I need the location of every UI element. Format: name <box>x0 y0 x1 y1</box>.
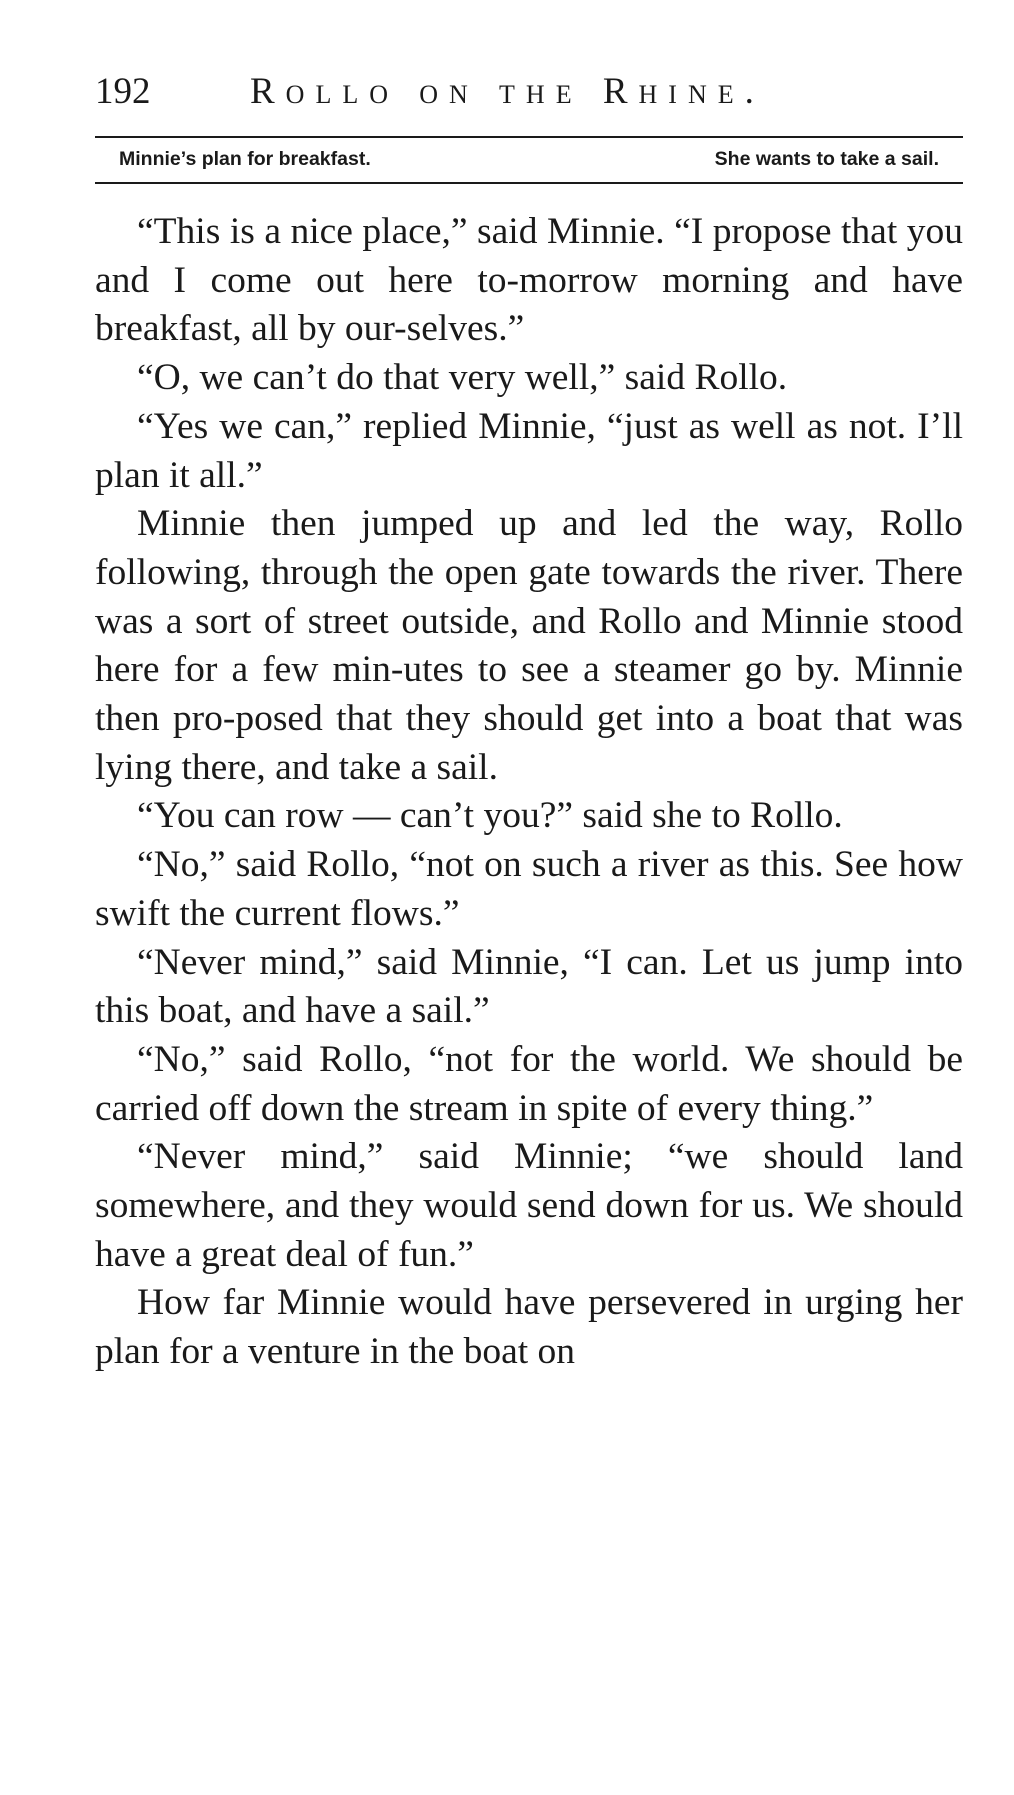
paragraph: “Never mind,” said Minnie, “I can. Let us jump into this boat, and have a sail.” <box>95 941 963 1032</box>
paragraph: “Yes we can,” replied Minnie, “just as well as not. I’ll plan it all.” <box>95 405 963 496</box>
paragraph: “This is a nice place,” said Minnie. “I propose that you and I come out here to-morrow morning and have breakfast, all by our-selves.” <box>95 211 963 350</box>
page-number: 192 <box>95 71 151 112</box>
running-head <box>95 60 963 116</box>
paragraph: Minnie then jumped up and led the way, Rollo following, through the open gate towards the river. There was a sort of street outside, and Rollo and Minnie stood here for a few min-utes to see a steamer go by. Minnie then pro-posed that they should get into a boat that was lying there, and take a sail. <box>95 503 963 788</box>
headnote-left: Minnie’s plan for breakfast. <box>119 148 371 170</box>
text-body <box>95 208 963 1377</box>
book-page <box>95 60 963 1377</box>
paragraph: “No,” said Rollo, “not on such a river as this. See how swift the current flows.” <box>95 844 963 934</box>
book-title: Rollo on the Rhine. <box>250 71 765 112</box>
headnotes <box>95 138 963 182</box>
paragraph: “O, we can’t do that very well,” said Rollo. <box>137 357 788 399</box>
paragraph: How far Minnie would have persevered in urging her plan for a venture in the boat on <box>95 1282 963 1373</box>
paragraph: “Never mind,” said Minnie; “we should land somewhere, and they would send down for us. We should have a great deal of fun.” <box>95 1136 963 1275</box>
paragraph: “You can row — can’t you?” said she to Rollo. <box>137 795 843 837</box>
headnote-right: She wants to take a sail. <box>714 148 939 170</box>
headnote-rule-bottom <box>95 182 963 184</box>
paragraph: “No,” said Rollo, “not for the world. We should be carried off down the stream in spite of every thing.” <box>95 1038 963 1129</box>
